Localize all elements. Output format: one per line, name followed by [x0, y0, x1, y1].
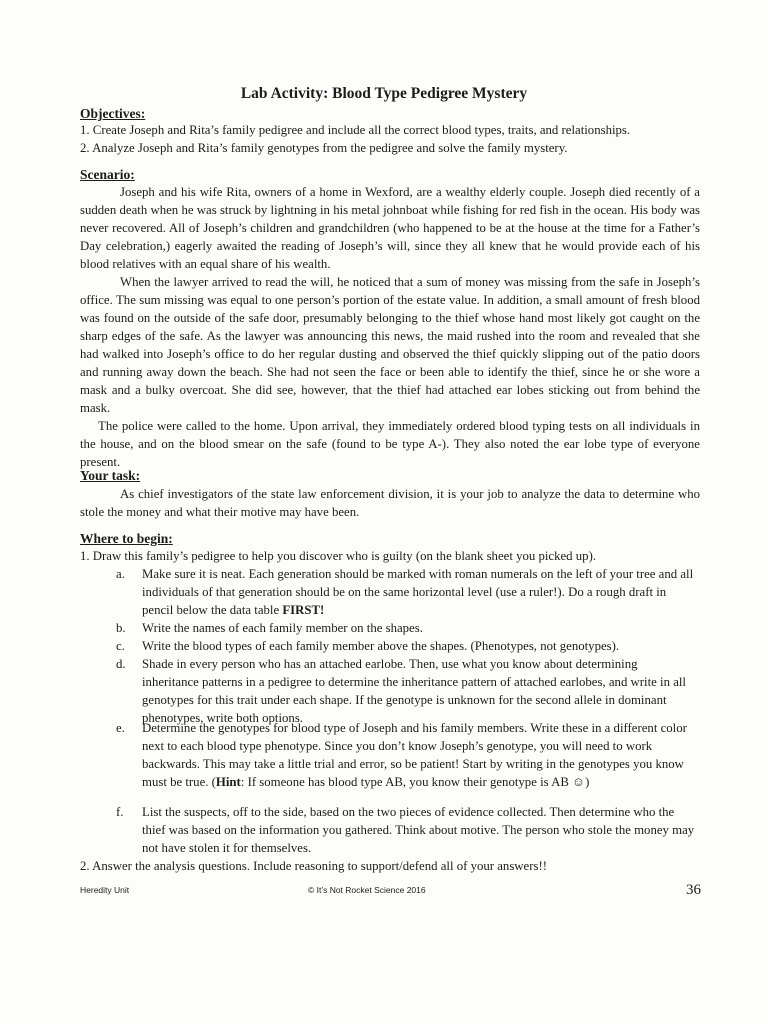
scenario-heading: Scenario: — [80, 167, 135, 182]
begin-step-2: 2. Answer the analysis questions. Include reasoning to support/defend all of your answers!! — [80, 859, 547, 873]
substep-a: a. Make sure it is neat. Each generation should be marked with roman numerals on the left of your tree and all individuals of that generation should be on the same horizontal level (use a ruler!). Do a rough draft in pencil below the data table FIRST! — [116, 567, 694, 617]
substep-c: c. Write the blood types of each family member above the shapes. (Phenotypes, not genotypes). — [116, 639, 620, 653]
footer-unit: Heredity Unit — [80, 885, 130, 895]
objective-item-1: 1. Create Joseph and Rita’s family pedigree and include all the correct blood types, traits, and relationships. — [80, 123, 631, 137]
task-heading: Your task: — [80, 468, 141, 483]
footer-copyright: © It’s Not Rocket Science 2016 — [308, 885, 426, 895]
scenario-paragraph-2: When the lawyer arrived to read the will, he noticed that a sum of money was missing from the safe in Joseph’s office. The sum missing was equal to one person’s portion of the estate value. In addition, a small amount of fresh blood was found on the outside of the safe door, presumably belonging to the thief whose hand most likely got caught on the sharp edges of the safe. As the lawyer was announcing this news, the maid rushed into the room and revealed that she had walked into Joseph’s office to do her regular dusting and observed the thief quickly slipping out of the patio doors and running away down the beach. She had not seen the face or been able to identify the thief, since he or she wore a mask and a bulky overcoat. She did see, however, that the thief had attached ear lobes sticking out from behind the mask. — [80, 275, 700, 415]
substep-b: b. Write the names of each family member on the shapes. — [116, 621, 423, 635]
scenario-paragraph-1: Joseph and his wife Rita, owners of a home in Wexford, are a wealthy elderly couple. Joseph died recently of a sudden death when he was struck by lightning in his metal johnboat while fishing for red fish in the ocean. His body was never recovered. All of Joseph’s children and grandchildren (who happened to be at the house at the time for a Father’s Day celebration,) eagerly awaited the reading of Joseph’s will, since they all knew that he would provide each of his blood relatives with an equal share of his wealth. — [80, 185, 700, 271]
scenario-paragraph-3: The police were called to the home. Upon arrival, they immediately ordered blood typing tests on all individuals in the house, and on the blood smear on the safe (found to be type A-). They also noted the ear lobe type of everyone present. — [80, 419, 700, 469]
substep-d: d. Shade in every person who has an attached earlobe. Then, use what you know about determining inheritance patterns in a pedigree to determine the inheritance pattern of attached earlobes, and write in all genotypes for this trait under each shape. If the genotype is unknown for the second allele in dominant phenotypes, write both options. — [116, 657, 686, 725]
scenario-text — [80, 183, 700, 471]
page-title: Lab Activity: Blood Type Pedigree Mystery — [240, 85, 528, 102]
task-text — [80, 485, 700, 521]
objective-item-2: 2. Analyze Joseph and Rita’s family genotypes from the pedigree and solve the family mystery. — [80, 141, 568, 155]
task-paragraph: As chief investigators of the state law enforcement division, it is your job to analyze the data to determine who stole the money and what their motive may have been. — [80, 487, 700, 519]
objectives-heading: Objectives: — [80, 106, 146, 121]
substep-f: f. List the suspects, off to the side, based on the two pieces of evidence collected. Then determine who the thief was based on the information you gathered. Think about motive. The person who stole the money may not have stolen it for themselves. — [116, 805, 695, 855]
page-number: 36 — [686, 882, 701, 898]
begin-heading: Where to begin: — [80, 531, 173, 546]
substep-e: e. Determine the genotypes for blood type of Joseph and his family members. Write these in a different color next to each blood type phenotype. Since you don’t know Joseph’s genotype, you will need to work backwards. This may take a little trial and error, so be patient! Start by writing in the genotypes you know must be true. (Hint: If someone has blood type AB, you know their genotype is AB ☺) — [116, 721, 687, 789]
begin-step-1: 1. Draw this family’s pedigree to help you discover who is guilty (on the blank sheet you picked up). — [80, 549, 597, 563]
